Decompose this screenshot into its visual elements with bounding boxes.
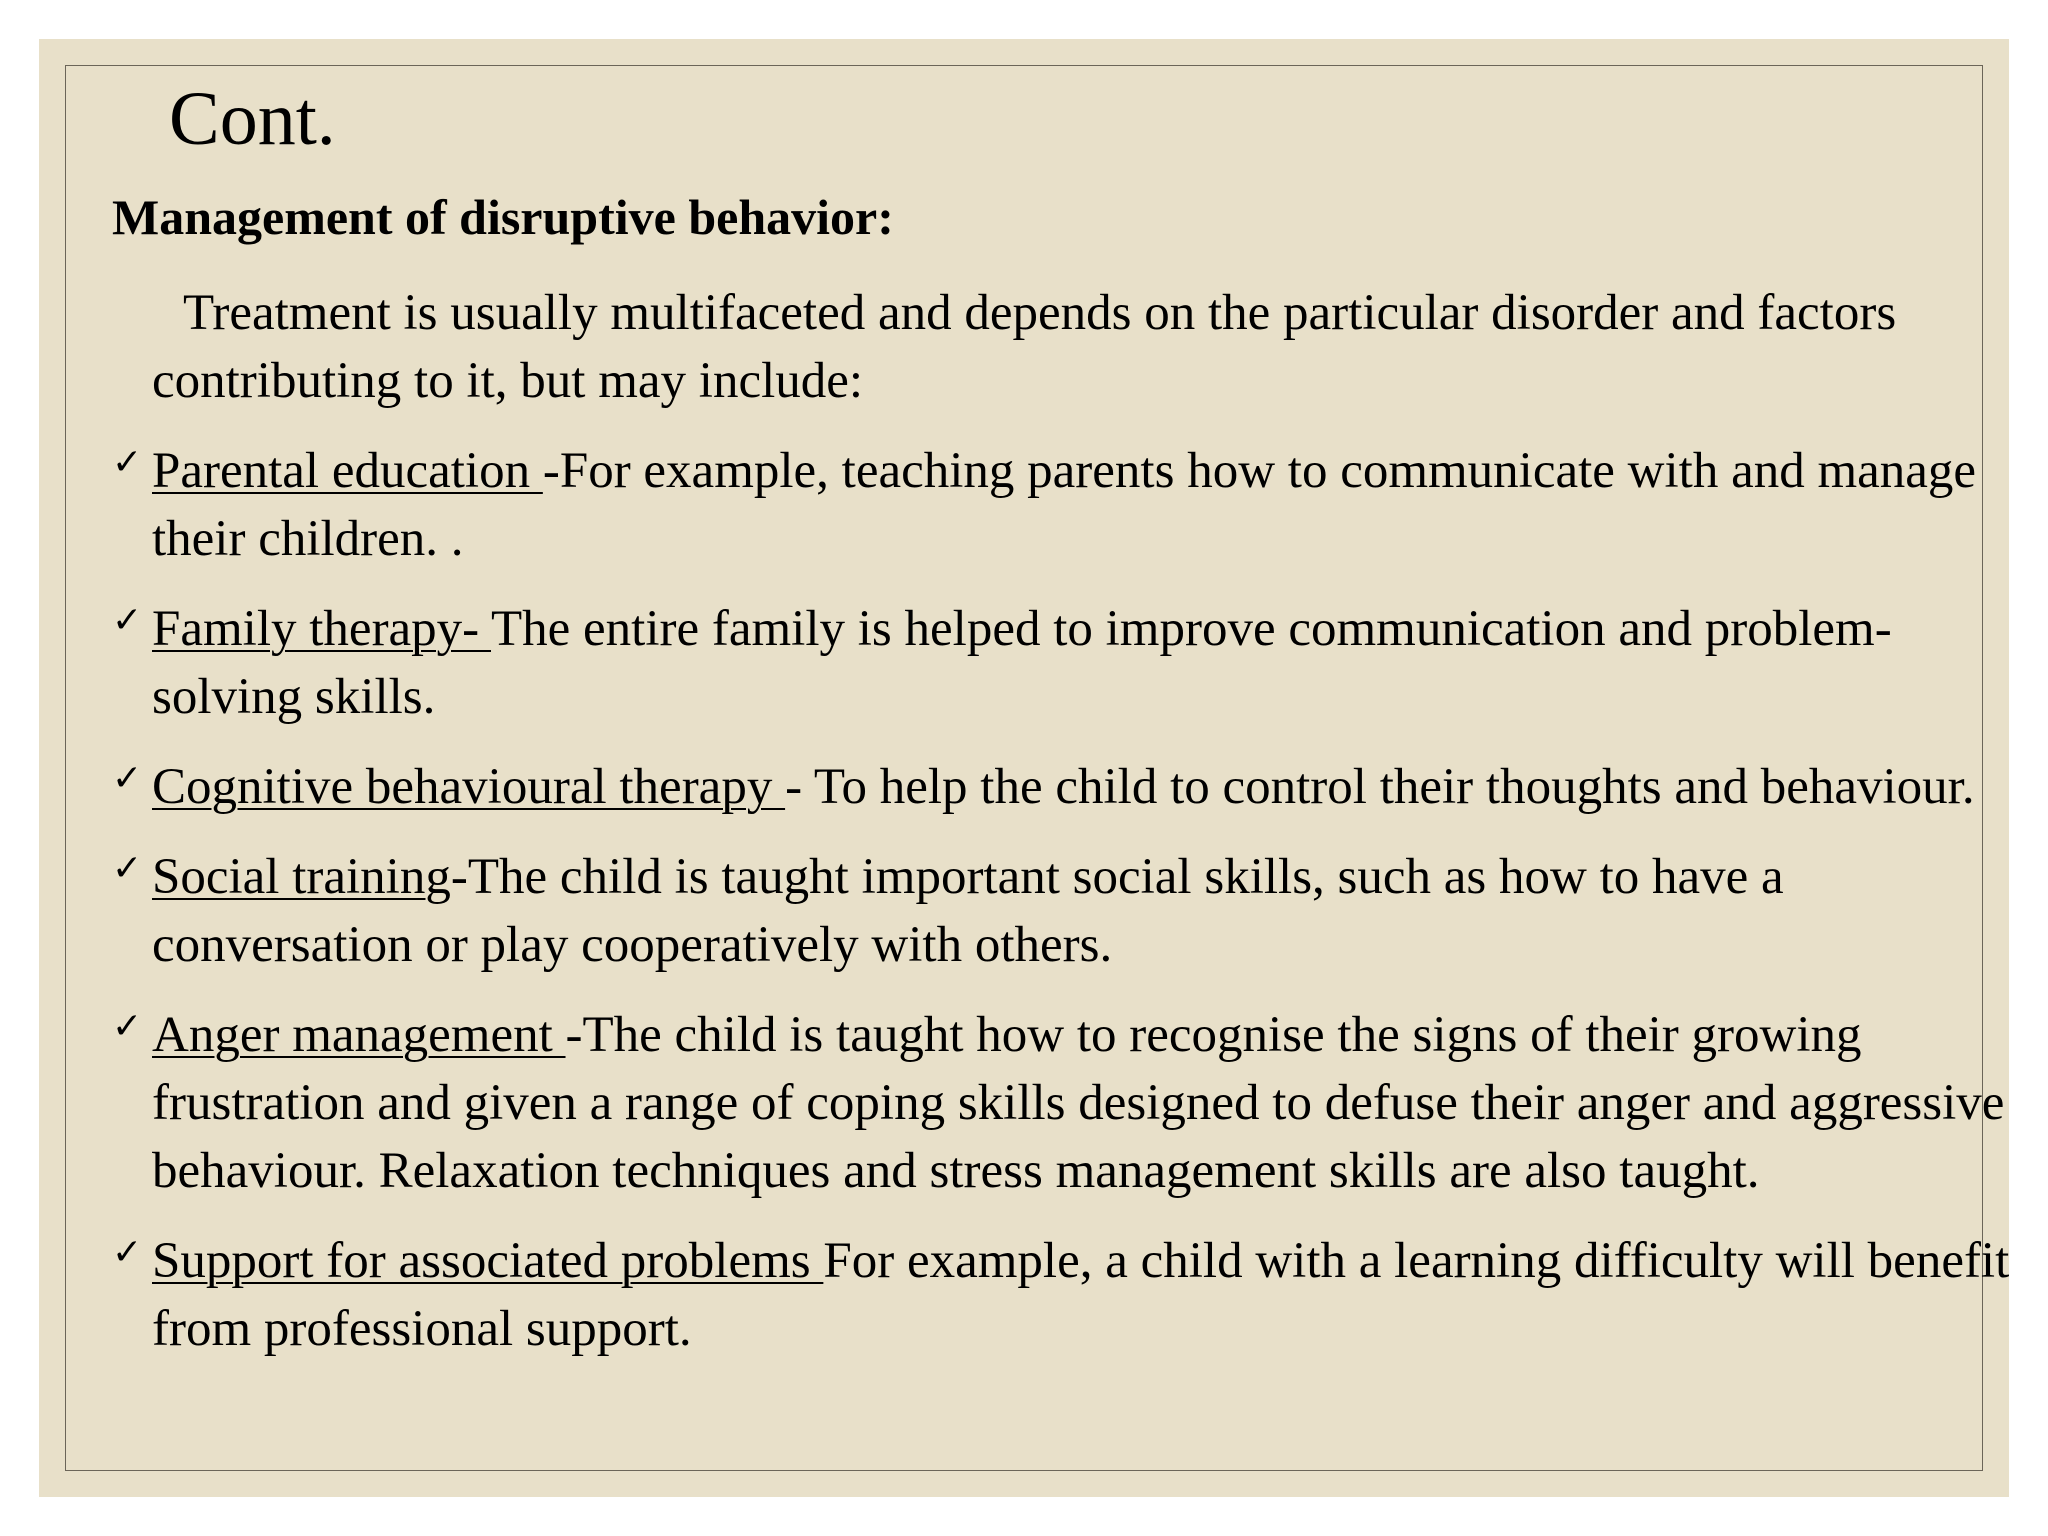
bullet-text: -For example, teaching parents how to communicate with and manage their children. . [152,443,1977,567]
checkmark-icon: ✓ [112,758,143,799]
slide-title: Cont. [169,77,336,161]
slide [39,39,2009,1497]
bullet-text: - To help the child to control their thoughts and behaviour. [785,759,1975,815]
bullet-term: Family therapy- [152,601,491,657]
bullet-item-family-therapy [112,595,2012,731]
section-heading: Management of disruptive behavior: [112,189,894,245]
bullet-item-social-training [112,843,2012,979]
bullet-text: The entire family is helped to improve communication and problem-solving skills. [152,601,1892,725]
bullet-text: For example, a child with a learning difficulty will benefit from professional support. [152,1233,2010,1357]
bullet-text: -The child is taught important social skills, such as how to have a conversation or play cooperatively with others. [152,849,1784,973]
bullet-item-anger-management [112,1001,2012,1205]
slide-frame [65,65,2010,1471]
bullet-item-support-associated-problems [112,1227,2012,1363]
checkmark-icon: ✓ [112,1006,143,1047]
bullet-term: Parental education [152,443,543,499]
checkmark-icon: ✓ [112,1232,143,1273]
bullet-term: Cognitive behavioural therapy [152,759,786,815]
bullet-term: Support for associated problems [152,1233,824,1289]
checkmark-icon: ✓ [112,600,143,641]
checkmark-icon: ✓ [112,848,143,889]
bullet-list [112,437,2012,1385]
bullet-item-cognitive-behavioural-therapy [112,753,2012,821]
bullet-term: Social training [152,849,451,905]
checkmark-icon: ✓ [112,442,143,483]
bullet-item-parental-education [112,437,2012,573]
intro-paragraph: Treatment is usually multifaceted and depends on the particular disorder and factors contributing to it, but may include: [152,285,1897,409]
bullet-term: Anger management [152,1007,566,1063]
bullet-text: -The child is taught how to recognise the signs of their growing frustration and given a range of coping skills designed to defuse their anger and aggressive behaviour. Relaxation techniques and stress management skills are also taught. [152,1007,2005,1199]
